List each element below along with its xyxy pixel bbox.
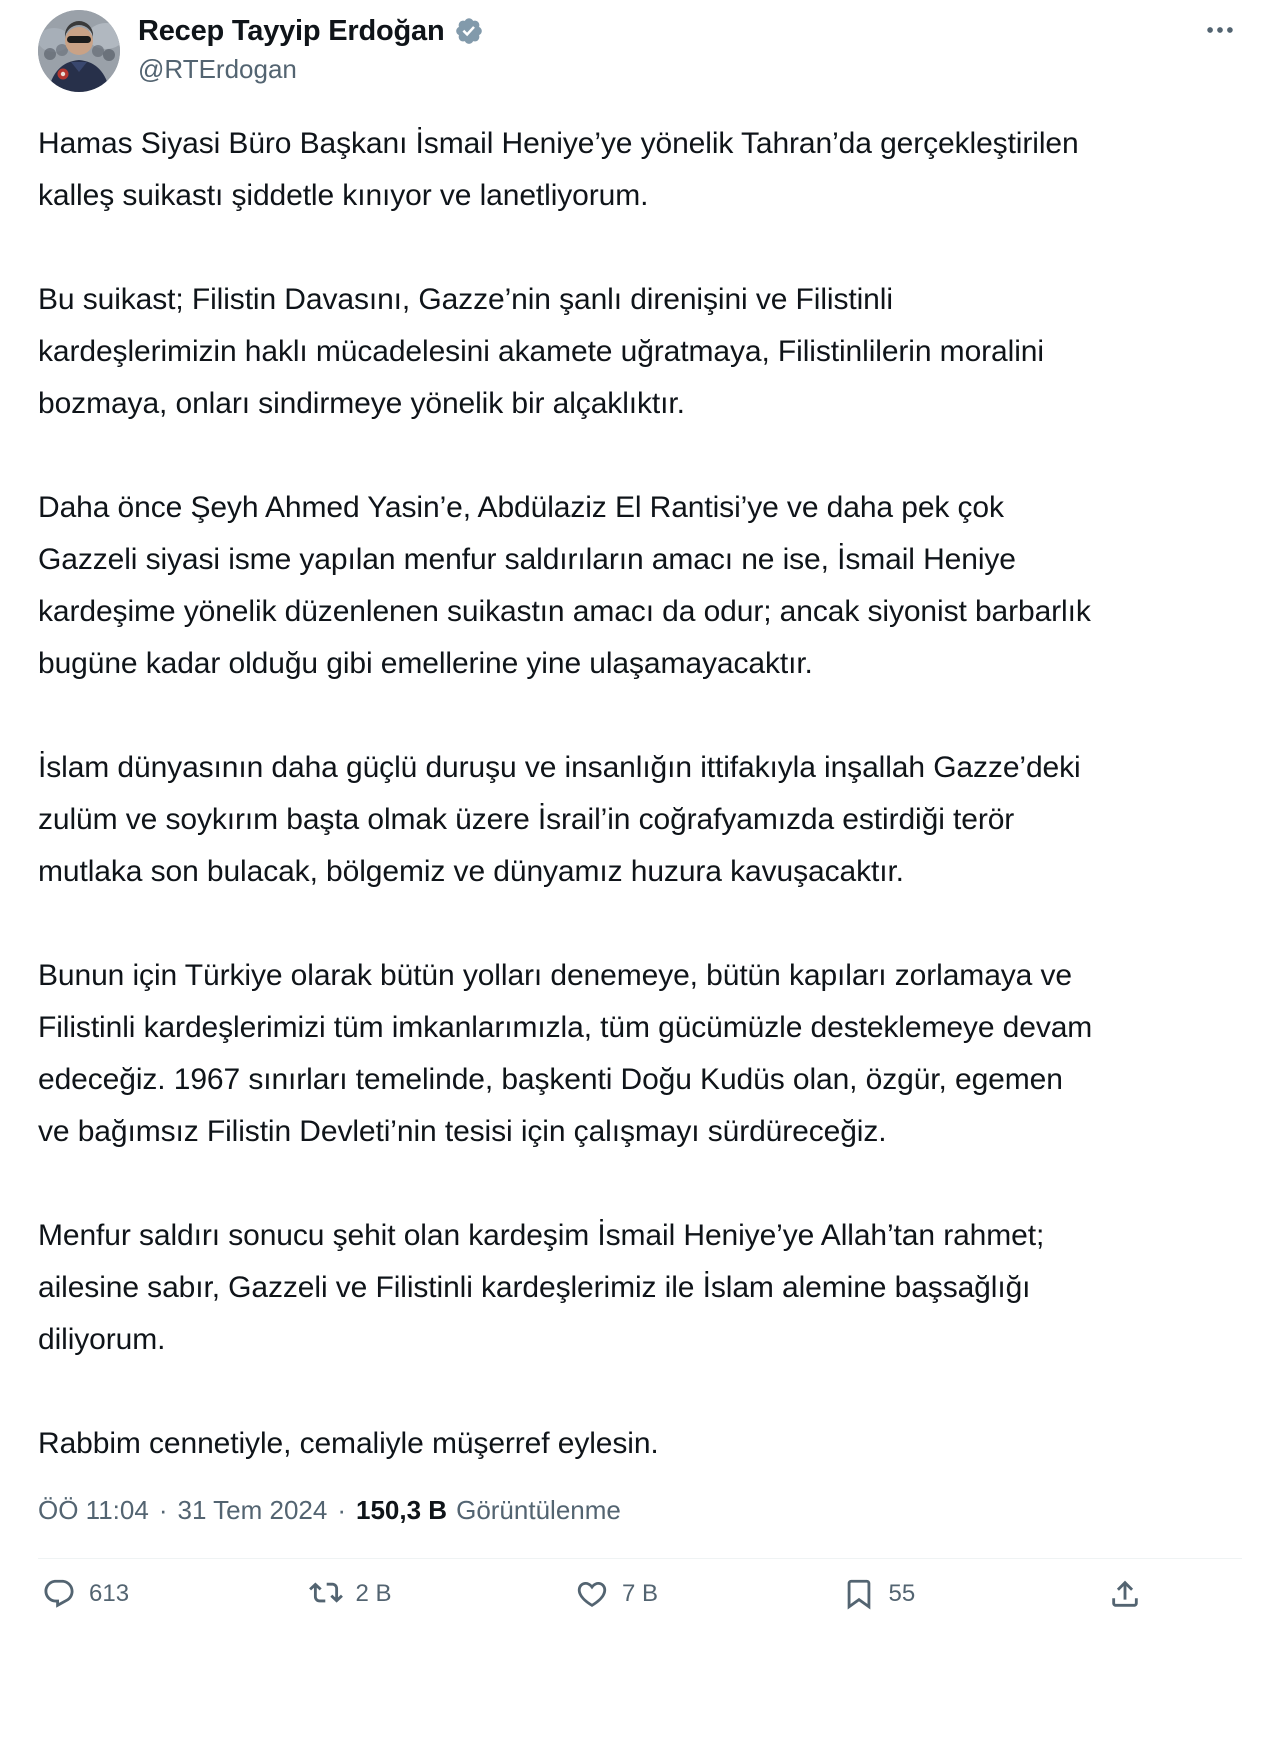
repost-button[interactable] [309, 1577, 576, 1611]
profile-photo [38, 10, 120, 92]
tweet-paragraph: Menfur saldırı sonucu şehit olan kardeşim İsmail Heniye’ye Allah’tan rahmet; ailesine sabır, Gazzeli ve Filistinli kardeşlerimiz ile İslam alemine başsağlığı diliyorum. [38, 1219, 1045, 1356]
views-count: 150,3 B [356, 1495, 448, 1525]
like-icon [575, 1577, 609, 1611]
avatar[interactable] [38, 10, 120, 92]
action-bar [38, 1559, 1242, 1611]
tweet-meta [38, 1492, 1242, 1528]
tweet-paragraph: Bunun için Türkiye olarak bütün yolları denemeye, bütün kapıları zorlamaya ve Filistinli kardeşlerimizi tüm imkanlarımızla, tüm gücümüzle desteklemeye devam edeceğiz. 1967 sınırları temelinde, başkenti Doğu Kudüs olan, özgür, egemen ve bağımsız Filistin Devleti’nin tesisi için çalışmayı sürdüreceğiz. [38, 959, 1093, 1148]
meta-separator: · [158, 1495, 168, 1525]
like-count: 7 B [622, 1580, 659, 1607]
reply-count: 613 [89, 1580, 130, 1607]
meta-separator: · [337, 1495, 347, 1525]
tweet-header [38, 0, 1242, 92]
more-options-button[interactable] [1200, 10, 1240, 50]
bookmark-count: 55 [888, 1580, 916, 1607]
views-label: Görüntülenme [456, 1495, 621, 1525]
tweet-paragraph: İslam dünyasının daha güçlü duruşu ve insanlığın ittifakıyla inşallah Gazze’deki zulüm ve soykırım başta olmak üzere İsrail’in coğrafyamızda estirdiği terör mutlaka son bulacak, bölgemiz ve dünyamız huzura kavuşacaktır. [38, 751, 1081, 888]
display-name[interactable]: Recep Tayyip Erdoğan [138, 15, 445, 47]
repost-icon [309, 1577, 343, 1611]
tweet-paragraph: Rabbim cennetiyle, cemaliyle müşerref eylesin. [38, 1427, 659, 1460]
timestamp-time: ÖÖ 11:04 [38, 1495, 149, 1525]
identity-block [138, 10, 484, 86]
timestamp-date: 31 Tem 2024 [177, 1495, 328, 1525]
share-icon [1108, 1577, 1142, 1611]
tweet-paragraph: Hamas Siyasi Büro Başkanı İsmail Heniye’ye yönelik Tahran’da gerçekleştirilen kalleş suikastı şiddetle kınıyor ve lanetliyorum. [38, 127, 1079, 212]
reply-button[interactable] [42, 1577, 309, 1611]
share-button[interactable] [1108, 1577, 1142, 1611]
bookmark-button[interactable] [842, 1577, 1109, 1611]
repost-count: 2 B [355, 1580, 392, 1607]
tweet-paragraph: Daha önce Şeyh Ahmed Yasin’e, Abdülaziz El Rantisi’ye ve daha pek çok Gazzeli siyasi isme yapılan menfur saldırıların amacı ne ise, İsmail Heniye kardeşime yönelik düzenlenen suikastın amacı da odur; ancak siyonist barbarlık bugüne kadar olduğu gibi emellerine yine ulaşamayacaktır. [38, 491, 1091, 680]
user-handle[interactable]: @RTErdogan [138, 54, 297, 84]
tweet-text [38, 118, 1098, 1470]
more-options-icon [1203, 13, 1237, 47]
like-button[interactable] [575, 1577, 842, 1611]
bookmark-icon [842, 1577, 876, 1611]
verified-badge-icon[interactable] [454, 16, 484, 46]
reply-icon [42, 1577, 76, 1611]
tweet-paragraph: Bu suikast; Filistin Davasını, Gazze’nin şanlı direnişini ve Filistinli kardeşlerimizin haklı mücadelesini akamete uğratmaya, Filistinlilerin moralini bozmaya, onları sindirmeye yönelik bir alçaklıktır. [38, 283, 1044, 420]
